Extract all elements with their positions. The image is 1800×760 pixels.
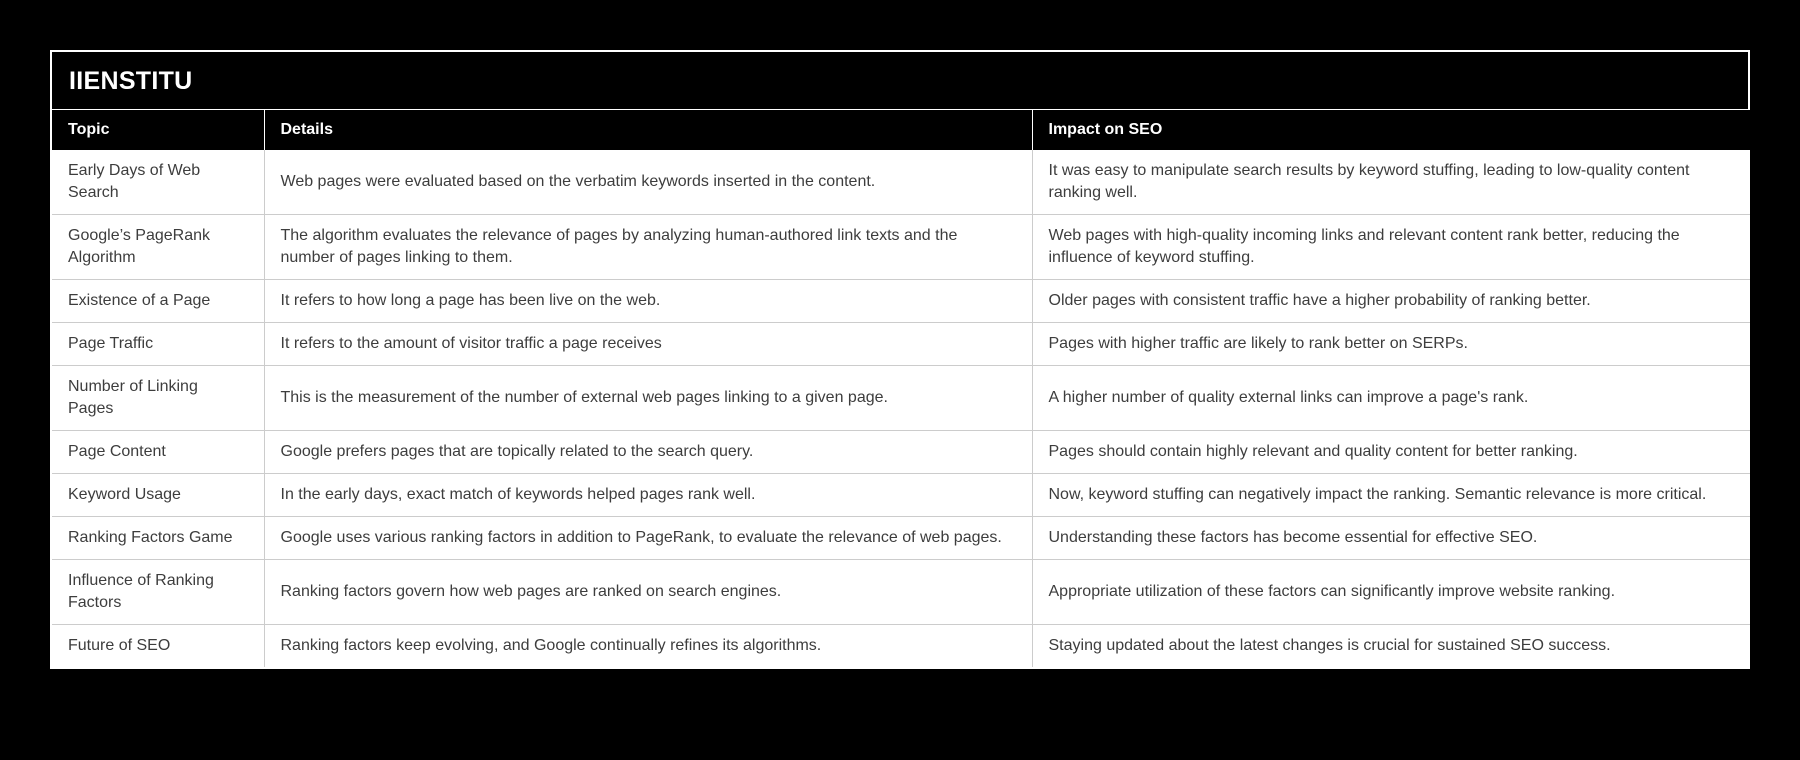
topic-cell: Page Traffic (52, 323, 264, 366)
topic-cell: Influence of Ranking Factors (52, 560, 264, 625)
details-cell: This is the measurement of the number of external web pages linking to a given page. (264, 366, 1032, 431)
seo-factors-table (52, 109, 1750, 667)
table-row (52, 323, 1750, 366)
details-cell: Google uses various ranking factors in addition to PageRank, to evaluate the relevance of web pages. (264, 517, 1032, 560)
column-header-impact: Impact on SEO (1032, 110, 1750, 151)
title-bar (52, 52, 1748, 109)
table-body (52, 150, 1750, 667)
details-cell: In the early days, exact match of keywords helped pages rank well. (264, 474, 1032, 517)
table-row (52, 474, 1750, 517)
table-row (52, 517, 1750, 560)
details-cell: Web pages were evaluated based on the verbatim keywords inserted in the content. (264, 150, 1032, 215)
table-row (52, 625, 1750, 668)
topic-cell: Page Content (52, 431, 264, 474)
header-row (52, 110, 1750, 151)
topic-cell: Keyword Usage (52, 474, 264, 517)
details-cell: The algorithm evaluates the relevance of pages by analyzing human-authored link texts and the number of pages linking to them. (264, 215, 1032, 280)
page-title: IIENSTITU (69, 67, 193, 95)
topic-cell: Early Days of Web Search (52, 150, 264, 215)
impact-cell: Older pages with consistent traffic have a higher probability of ranking better. (1032, 280, 1750, 323)
impact-cell: Pages with higher traffic are likely to rank better on SERPs. (1032, 323, 1750, 366)
table-header (52, 110, 1750, 151)
table-row (52, 366, 1750, 431)
details-cell: Ranking factors govern how web pages are ranked on search engines. (264, 560, 1032, 625)
topic-cell: Google’s PageRank Algorithm (52, 215, 264, 280)
impact-cell: Pages should contain highly relevant and quality content for better ranking. (1032, 431, 1750, 474)
table-row (52, 560, 1750, 625)
topic-cell: Existence of a Page (52, 280, 264, 323)
impact-cell: Web pages with high-quality incoming links and relevant content rank better, reducing the influence of keyword stuffing. (1032, 215, 1750, 280)
table-row (52, 431, 1750, 474)
impact-cell: Understanding these factors has become essential for effective SEO. (1032, 517, 1750, 560)
details-cell: Ranking factors keep evolving, and Google continually refines its algorithms. (264, 625, 1032, 668)
impact-cell: Now, keyword stuffing can negatively impact the ranking. Semantic relevance is more critical. (1032, 474, 1750, 517)
table-row (52, 150, 1750, 215)
topic-cell: Future of SEO (52, 625, 264, 668)
impact-cell: Appropriate utilization of these factors can significantly improve website ranking. (1032, 560, 1750, 625)
details-cell: It refers to the amount of visitor traffic a page receives (264, 323, 1032, 366)
impact-cell: Staying updated about the latest changes is crucial for sustained SEO success. (1032, 625, 1750, 668)
column-header-topic: Topic (52, 110, 264, 151)
details-cell: Google prefers pages that are topically related to the search query. (264, 431, 1032, 474)
topic-cell: Number of Linking Pages (52, 366, 264, 431)
seo-table-card (50, 50, 1750, 669)
topic-cell: Ranking Factors Game (52, 517, 264, 560)
impact-cell: A higher number of quality external links can improve a page's rank. (1032, 366, 1750, 431)
details-cell: It refers to how long a page has been live on the web. (264, 280, 1032, 323)
table-row (52, 280, 1750, 323)
impact-cell: It was easy to manipulate search results by keyword stuffing, leading to low-quality content ranking well. (1032, 150, 1750, 215)
column-header-details: Details (264, 110, 1032, 151)
table-row (52, 215, 1750, 280)
